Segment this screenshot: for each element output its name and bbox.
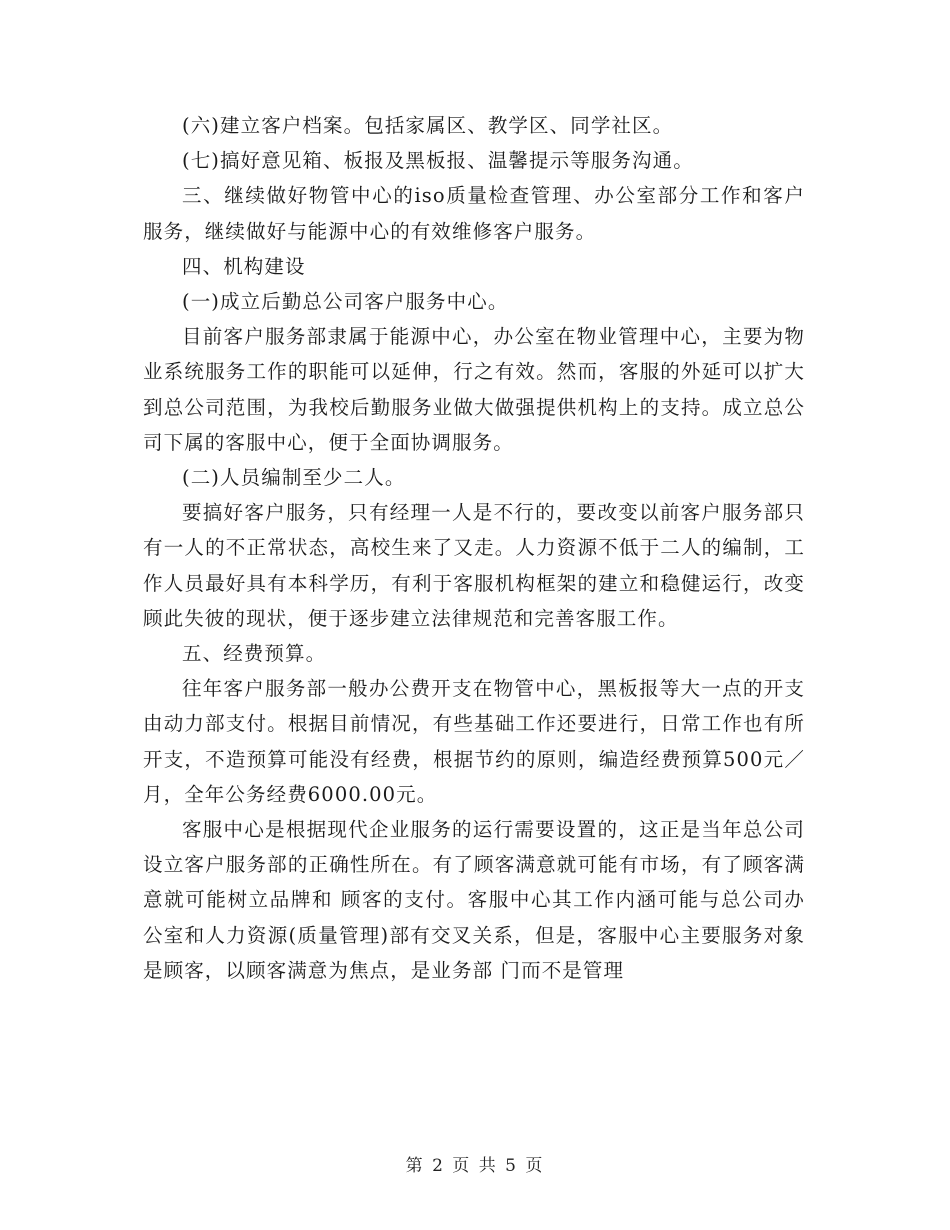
paragraph-body-1: 目前客户服务部隶属于能源中心，办公室在物业管理中心，主要为物业系统服务工作的职能可以延伸，行之有效。然而，客服的外延可以扩大到总公司范围，为我校后勤服务业做大做强提供机构上的支持。成立总公司下属的客服中心，便于全面协调服务。 [143,325,805,454]
paragraph-subheading-1: (一)成立后勤总公司客户服务中心。 [182,290,509,314]
paragraph-heading-5: 五、经费预算。 [182,642,327,666]
paragraph-body-4: 客服中心是根据现代企业服务的运行需要设置的，这正是当年总公司设立客户服务部的正确性所在。有了顾客满意就可能有市场，有了顾客满意就可能树立品牌和 顾客的支付。客服中心其工作内涵可能与总公司办公室和人力资源(质量管理)部有交叉关系，但是，客服中心主要服务对象是顾客，以顾客满意为焦点，是业务部 门而不是管理 [143,818,805,982]
paragraph-body-3: 往年客户服务部一般办公费开支在物管中心，黑板报等大一点的开支由动力部支付。根据目前情况，有些基础工作还要进行，日常工作也有所开支，不造预算可能没有经费，根据节约的原则，编造经费预算500元／月，全年公务经费6000.00元。 [143,677,805,806]
paragraph-heading-4: 四、机构建设 [182,254,306,278]
paragraph-heading-3: 三、继续做好物管中心的iso质量检查管理、办公室部分工作和客户服务，继续做好与能源中心的有效维修客户服务。 [143,184,805,243]
page-number-footer: 第 2 页 共 5 页 [405,1156,545,1176]
paragraph-section-7: (七)搞好意见箱、板报及黑板报、温馨提示等服务沟通。 [182,149,694,173]
paragraph-section-6: (六)建立客户档案。包括家属区、教学区、同学社区。 [182,114,674,137]
paragraph-body-2: 要搞好客户服务，只有经理一人是不行的，要改变以前客户服务部只有一人的不正常状态，高校生来了又走。人力资源不低于二人的编制，工作人员最好具有本科学历，有利于客服机构框架的建立和稳健运行，改变顾此失彼的现状，便于逐步建立法律规范和完善客服工作。 [143,501,805,630]
document-body [143,108,805,988]
paragraph-subheading-2: (二)人员编制至少二人。 [182,466,406,490]
